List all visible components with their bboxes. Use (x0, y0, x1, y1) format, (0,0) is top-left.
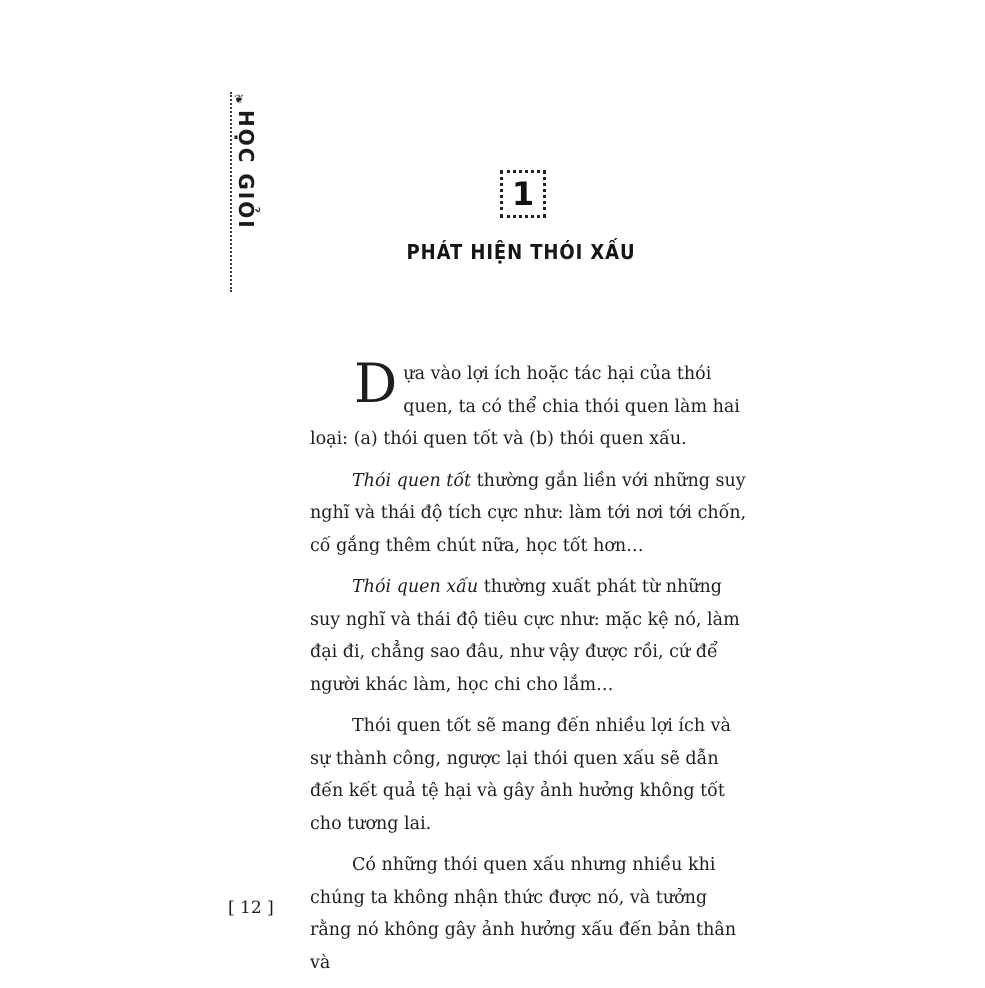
chapter-title: PHÁT HIỆN THÓI XẤU (406, 240, 636, 264)
header-divider-line (230, 92, 232, 292)
page-number: [ 12 ] (228, 898, 274, 918)
paragraph-5 (310, 849, 750, 979)
chapter-number-box (500, 170, 546, 218)
paragraph-5-text: Có những thói quen xấu nhưng nhiều khi chúng ta không nhận thức được nó, và tưởng rằng nó không gây ảnh hưởng xấu đến bản thân và (310, 855, 737, 973)
drop-cap: D (354, 352, 398, 415)
paragraph-2 (310, 465, 750, 563)
header-ornament-icon: ❦ (234, 92, 245, 106)
paragraph-1-text: ựa vào lợi ích hoặc tác hại của thói quen, ta có thể chia thói quen làm hai loại: (a) thói quen tốt và (b) thói quen xấu. (310, 364, 740, 449)
paragraph-3-emphasis: Thói quen xấu (352, 577, 479, 597)
paragraph-4-text: Thói quen tốt sẽ mang đến nhiều lợi ích và sự thành công, ngược lại thói quen xấu sẽ dẫn đến kết quả tệ hại và gây ảnh hưởng không tốt cho tương lai. (310, 716, 731, 834)
paragraph-3 (310, 571, 750, 701)
paragraph-1 (310, 352, 750, 456)
chapter-number: 1 (511, 175, 535, 213)
paragraph-2-emphasis: Thói quen tốt (352, 470, 472, 491)
chapter-body (310, 352, 750, 988)
running-header (212, 92, 258, 292)
paragraph-4 (310, 710, 750, 840)
running-header-title: HỌC GIỎI (234, 106, 258, 234)
paragraph-3-text: thường xuất phát từ những suy nghĩ và thái độ tiêu cực như: mặc kệ nó, làm đại đi, chẳng sao đâu, như vậy được rồi, cứ để người khác làm, học chi cho lắm… (310, 577, 740, 695)
paragraph-2-text: thường gắn liền với những suy nghĩ và thái độ tích cực như: làm tới nơi tới chốn, cố gắng thêm chút nữa, học tốt hơn… (310, 470, 747, 556)
